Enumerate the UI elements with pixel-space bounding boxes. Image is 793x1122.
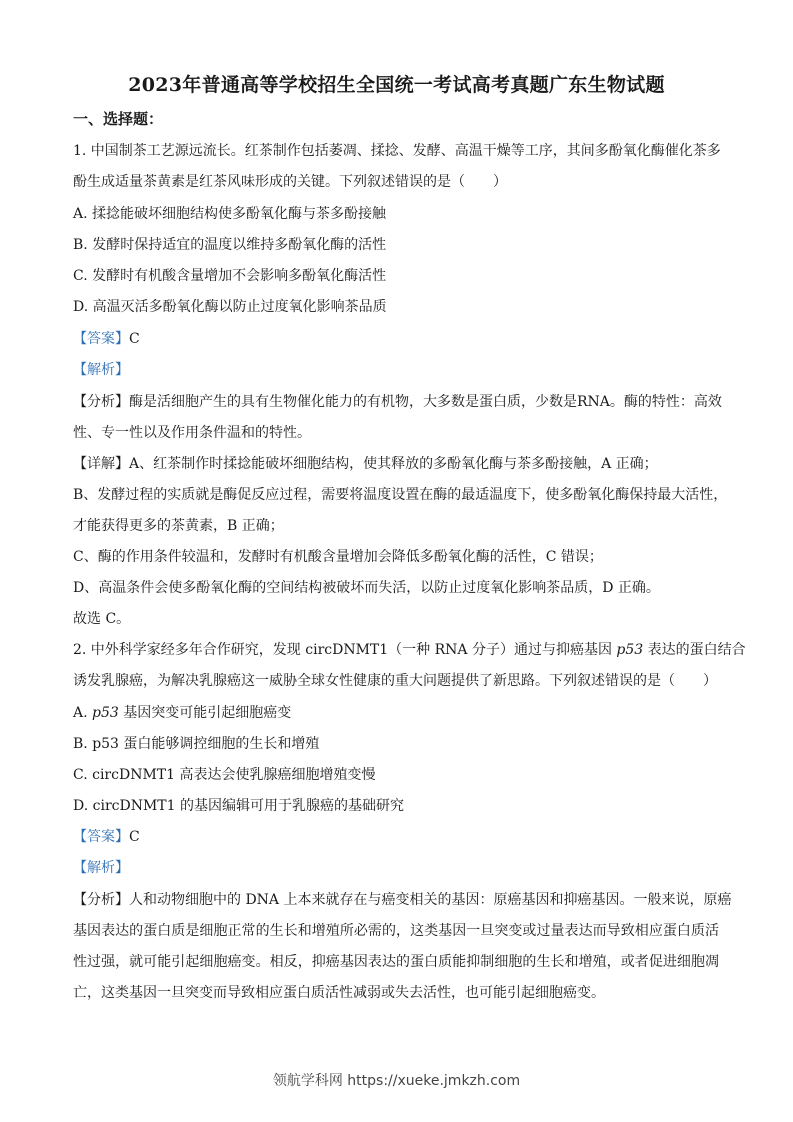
q1-b-line1: B、发酵过程的实质就是酶促反应过程，需要将温度设置在酶的最适温度下，使多酚氧化酶保持最大活性， [73, 487, 728, 503]
q1-d-line: D、高温条件会使多酚氧化酶的空间结构被破坏而失活，以防止过度氧化影响茶品质，D 正确。 [73, 580, 660, 596]
q1-answer [73, 330, 140, 348]
q2-option-a [73, 704, 291, 722]
q2-fenxi-line2: 基因表达的蛋白质是细胞正常的生长和增殖所必需的，这类基因一旦突变或过量表达而导致相应蛋白质活 [73, 923, 719, 939]
answer-tag: 【答案】 [73, 331, 129, 347]
q2-option-d: D. circDNMT1 的基因编辑可用于乳腺癌的基础研究 [73, 798, 404, 814]
answer-value: C [129, 331, 140, 347]
q2-fenxi-line4: 亡，这类基因一旦突变而导致相应蛋白质活性减弱或失去活性，也可能引起细胞癌变。 [73, 985, 605, 1001]
fenxi-text: 酶是活细胞产生的具有生物催化能力的有机物，大多数是蛋白质，少数是RNA。酶的特性：高效 [129, 394, 722, 410]
gene-name-p53: p53 [616, 642, 644, 658]
q1-fenxi-line1 [73, 393, 722, 411]
xiangjie-tag: 【详解】 [73, 456, 129, 472]
q1-option-d: D. 高温灭活多酚氧化酶以防止过度氧化影响茶品质 [73, 299, 387, 315]
q2-stem-part-b: 表达的蛋白结合 [643, 642, 746, 658]
q2-option-a-prefix: A. [73, 705, 93, 721]
q2-stem-part-a: 2. 中外科学家经多年合作研究，发现 circDNMT1（一种 RNA 分子）通过与抑癌基因 [73, 642, 617, 658]
q1-stem-line2: 酚生成适量茶黄素是红茶风味形成的关键。下列叙述错误的是（ ） [73, 174, 507, 190]
q2-option-a-gene: p53 [92, 705, 119, 721]
q1-b-line2: 才能获得更多的茶黄素，B 正确； [73, 518, 284, 534]
q1-conclusion: 故选 C。 [73, 611, 131, 627]
q2-option-c: C. circDNMT1 高表达会使乳腺癌细胞增殖变慢 [73, 767, 376, 783]
q1-option-a: A. 揉捻能破坏细胞结构使多酚氧化酶与茶多酚接触 [73, 206, 387, 222]
page-title: 2023年普通高等学校招生全国统一考试高考真题广东生物试题 [128, 74, 665, 96]
q2-option-b: B. p53 蛋白能够调控细胞的生长和增殖 [73, 736, 320, 752]
q1-stem-line1: 1. 中国制茶工艺源远流长。红茶制作包括萎凋、揉捻、发酵、高温干燥等工序，其间多酚氧化酶催化茶多 [73, 143, 721, 159]
footer-watermark: 领航学科网 https://xueke.jmkzh.com [272, 1073, 521, 1089]
q2-stem-line1 [73, 641, 746, 659]
section-heading: 一、选择题： [73, 110, 164, 128]
q2-fenxi-line3: 性过强，就可能引起细胞癌变。相反，抑癌基因表达的蛋白质能抑制细胞的生长和增殖，或者促进细胞凋 [73, 954, 719, 970]
fenxi-tag: 【分析】 [73, 394, 129, 410]
q2-analysis-tag: 【解析】 [73, 860, 129, 876]
fenxi-text: 人和动物细胞中的 DNA 上本来就存在与癌变相关的基因：原癌基因和抑癌基因。一般来说，原癌 [129, 892, 732, 908]
q2-fenxi-line1 [73, 891, 732, 909]
q1-xiangjie-line1 [73, 455, 658, 473]
q1-fenxi-line2: 性、专一性以及作用条件温和的特性。 [73, 425, 311, 441]
q2-answer [73, 828, 140, 846]
q1-c-line: C、酶的作用条件较温和，发酵时有机酸含量增加会降低多酚氧化酶的活性，C 错误； [73, 549, 603, 565]
answer-tag: 【答案】 [73, 829, 129, 845]
q2-option-a-text: 基因突变可能引起细胞癌变 [118, 705, 292, 721]
q2-stem-line2: 诱发乳腺癌，为解决乳腺癌这一威胁全球女性健康的重大问题提供了新思路。下列叙述错误的是（ ） [73, 673, 717, 689]
answer-value: C [129, 829, 140, 845]
q1-option-b: B. 发酵时保持适宜的温度以维持多酚氧化酶的活性 [73, 237, 387, 253]
xiangjie-text: A、红茶制作时揉捻能破坏细胞结构，使其释放的多酚氧化酶与茶多酚接触，A 正确； [129, 456, 658, 472]
fenxi-tag: 【分析】 [73, 892, 129, 908]
q1-option-c: C. 发酵时有机酸含量增加不会影响多酚氧化酶活性 [73, 268, 387, 284]
q1-analysis-tag: 【解析】 [73, 362, 129, 378]
